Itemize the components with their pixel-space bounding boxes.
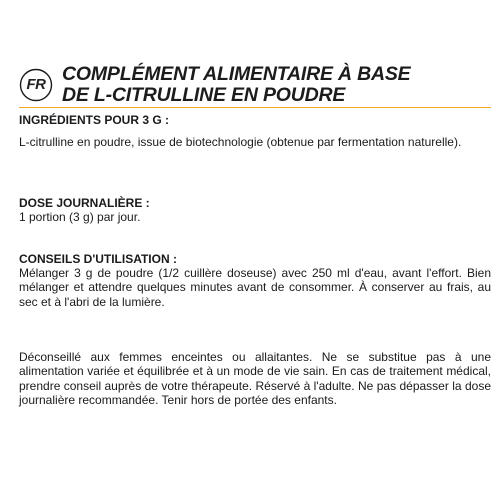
ingredients-heading: INGRÉDIENTS POUR 3 G : [19,113,170,127]
warning-section [19,350,491,408]
daily-dose-text: 1 portion (3 g) par jour. [19,210,141,224]
ingredients-text: L-citrulline en poudre, issue de biotechnologie (obtenue par fermentation naturelle). [19,135,462,149]
usage-advice-text: Mélanger 3 g de poudre (1/2 cuillère doseuse) avec 250 ml d'eau, avant l'effort. Bien mélanger et attendre quelques minutes avant de consommer. À conserver au frais, au sec et à l'abri de la lumière. [19,266,491,309]
header-divider [19,107,491,108]
usage-advice-heading: CONSEILS D'UTILISATION : [19,252,177,266]
ingredients-section [19,113,491,149]
product-title-line-2: DE L-CITRULLINE EN POUDRE [62,84,346,106]
product-title-line-1: COMPLÉMENT ALIMENTAIRE À BASE [62,63,411,85]
usage-advice-section [19,252,491,309]
fr-badge-label: FR [26,76,46,93]
fr-language-badge [19,68,53,102]
daily-dose-heading: DOSE JOURNALIÈRE : [19,196,150,210]
warning-text: Déconseillé aux femmes enceintes ou allaitantes. Ne se substitue pas à une alimentation variée et équilibrée et à un mode de vie sain. En cas de traitement médical, prendre conseil auprès de votre thérapeute. Réservé à l'adulte. Ne pas dépasser la dose journalière recommandée. Tenir hors de portée des enfants. [19,350,491,408]
product-title [62,64,492,106]
daily-dose-section [19,196,491,224]
